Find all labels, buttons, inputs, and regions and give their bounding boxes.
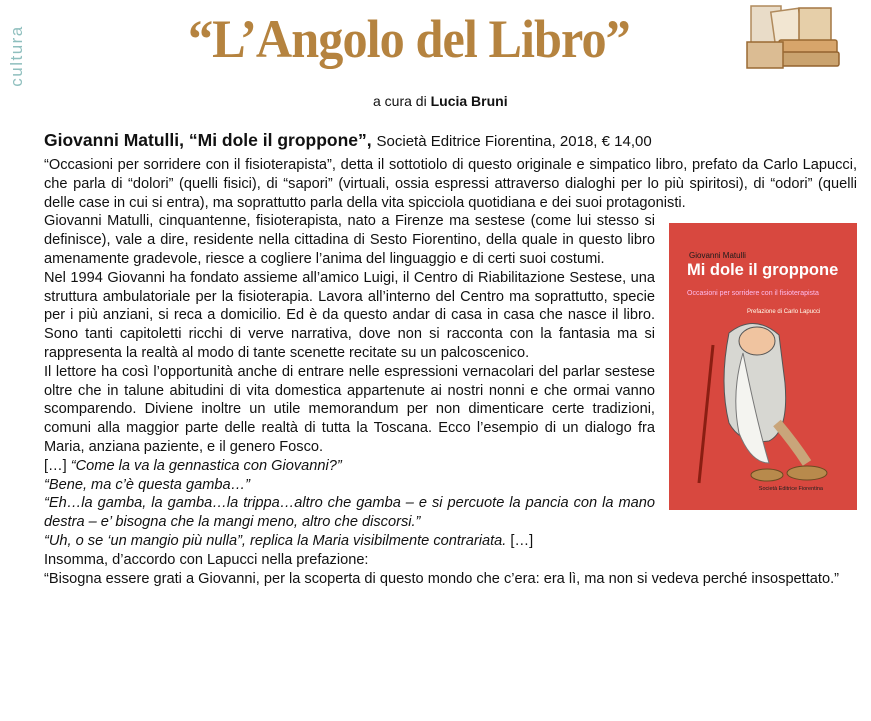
- dialogue-line: “Bene, ma c’è questa gamba…”: [44, 476, 251, 493]
- cover-preface: Prefazione di Carlo Lapucci: [747, 309, 821, 316]
- column-title: “L’Angolo del Libro”: [188, 9, 630, 69]
- ellipsis-marker: […]: [510, 532, 534, 549]
- closing-quote: “Bisogna essere grati a Giovanni, per la scoperta di questo mondo che c’era: era lì, ma non si vedeva perché insospettato.”: [44, 570, 839, 587]
- curator-byline: [373, 93, 508, 109]
- paragraph: Il lettore ha così l’opportunità anche di entrare nelle espressioni vernacolari del parlar sestese oltre che in talune abitudini di vita domestica appartenute ai nostri nonni e che ormai vanno scomparendo. Diviene inoltre un utile memorandum per non dimenticare certe tradizioni, comuni alla maggior parte delle realtà di tutta la Toscana. Ecco l’esempio di un dialogo fra Maria, anziana paziente, e il genero Fosco.: [44, 363, 655, 455]
- book-title: Giovanni Matulli, “Mi dole il groppone”,: [44, 130, 372, 150]
- paragraph: “Occasioni per sorridere con il fisioterapista”, detta il sottotiolo di questo originale e simpatico libro, prefato da Carlo Lapucci, che parla di “dolori” (quelli fisici), di “sapori” (virtuali, ossia espressi attraverso dialoghi per lo più spiritosi), di “odori” (quelli delle case in cui si entra), ma soprattutto parla della vita spicciola quotidiana e dei suoi protagonisti.: [44, 157, 857, 211]
- curator-name: Lucia Bruni: [430, 93, 508, 109]
- paragraph: Giovanni Matulli, cinquantenne, fisioterapista, nato a Firenze ma sestese (come lui stesso si definisce), vale a dire, residente nella cittadina di Sesto Fiorentino, della quale in questo libro amenamente gradevole, riesce a cogliere l’anima del linguaggio e di certi suoi costumi.: [44, 213, 655, 267]
- dialogue-quote: “Uh, o se ‘un mangio più nulla”, replica la Maria visibilmente contrariata.: [44, 532, 507, 549]
- paragraph: Nel 1994 Giovanni ha fondato assieme all’amico Luigi, il Centro di Riabilitazione Sestese, una struttura ambulatoriale per la fisioterapia. Lavora all’interno del Centro ma soprattutto, specie per i più anziani, si reca a domicilio. Ed è da questo andar di casa in casa che nasce il libro. Sono tanti capitoletti ricchi di verve narrativa, dove non si racconta con la fantasia ma si rappresenta la realtà al modo di tante scenette recitate su un palcoscenico.: [44, 269, 655, 361]
- curator-prefix: a cura di: [373, 93, 427, 109]
- books-icon: [743, 2, 843, 74]
- dialogue-line: [44, 532, 857, 551]
- cover-publisher: Società Editrice Fiorentina: [758, 485, 823, 492]
- cover-author: Giovanni Matulli: [689, 251, 746, 261]
- dialogue-quote: “Come la va la gennastica con Giovanni?”: [70, 457, 342, 474]
- book-cover-image: [669, 223, 857, 510]
- section-label: cultura: [6, 25, 26, 87]
- cover-subtitle: Occasioni per sorridere con il fisioterapista: [687, 290, 819, 298]
- closing-line: Insomma, d’accordo con Lapucci nella prefazione:: [44, 551, 369, 568]
- article-headline: [44, 128, 857, 154]
- dialogue-line: “Eh…la gamba, la gamba…la trippa…altro che gamba – e si percuote la pancia con la mano destra – e’ bisogna che la mangi meno, altro che discorsi.”: [44, 495, 655, 531]
- book-publisher: Società Editrice Fiorentina, 2018, € 14,00: [376, 133, 652, 150]
- article: [44, 128, 857, 588]
- old-man-illustration: [669, 313, 857, 503]
- cover-title: Mi dole il groppone: [687, 261, 839, 280]
- ellipsis-marker: […]: [44, 457, 67, 474]
